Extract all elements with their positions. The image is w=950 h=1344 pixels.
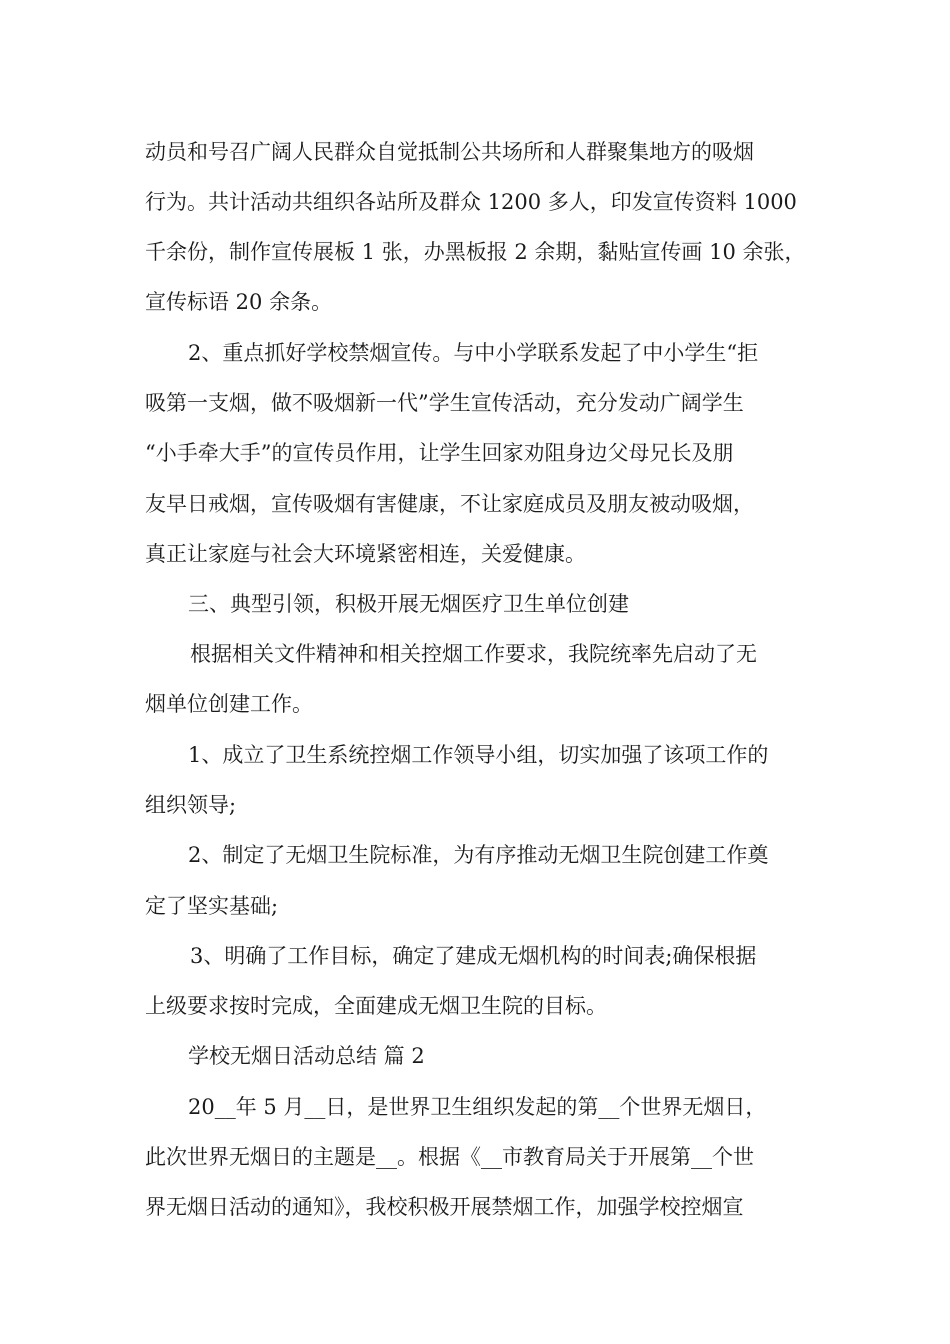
text-line: 2、制定了无烟卫生院标准，为有序推动无烟卫生院创建工作奠: [188, 843, 769, 867]
text-line: 定了坚实基础;: [145, 894, 279, 918]
text-line: 动员和号召广阔人民群众自觉抵制公共场所和人群聚集地方的吸烟: [145, 140, 754, 164]
text-line: 烟单位创建工作。: [145, 692, 313, 716]
text-line: 根据相关文件精神和相关控烟工作要求，我院统率先启动了无: [190, 642, 757, 666]
text-line: 界无烟日活动的通知》，我校积极开展禁烟工作，加强学校控烟宣: [145, 1195, 744, 1219]
article-title: 学校无烟日活动总结 篇 2: [188, 1044, 425, 1068]
text-line: 2、重点抓好学校禁烟宣传。与中小学联系发起了中小学生“拒: [188, 341, 759, 365]
text-line: 宣传标语 20 余条。: [145, 290, 333, 314]
text-line: 行为。共计活动共组织各站所及群众 1200 多人，印发宣传资料 1000: [145, 190, 797, 214]
text-line: 上级要求按时完成，全面建成无烟卫生院的目标。: [145, 994, 607, 1018]
text-line: 千余份，制作宣传展板 1 张，办黑板报 2 余期，黏贴宣传画 10 余张，: [145, 240, 806, 264]
text-line: 20__年 5 月__日，是世界卫生组织发起的第__个世界无烟日，: [188, 1095, 767, 1119]
text-line: 吸第一支烟，做不吸烟新一代”学生宣传活动，充分发动广阔学生: [145, 391, 744, 415]
text-line: 友早日戒烟，宣传吸烟有害健康，不让家庭成员及朋友被动吸烟，: [145, 492, 754, 516]
text-line: “小手牵大手”的宣传员作用，让学生回家劝阻身边父母兄长及朋: [145, 441, 734, 465]
text-line: 组织领导;: [145, 793, 237, 817]
text-line: 3、明确了工作目标，确定了建成无烟机构的时间表;确保根据: [190, 944, 757, 968]
text-line: 1、成立了卫生系统控烟工作领导小组，切实加强了该项工作的: [188, 743, 769, 767]
text-line: 此次世界无烟日的主题是__。根据《__市教育局关于开展第__个世: [145, 1145, 754, 1169]
text-line: 真正让家庭与社会大环境紧密相连，关爱健康。: [145, 542, 586, 566]
section-heading: 三、典型引领，积极开展无烟医疗卫生单位创建: [188, 592, 629, 616]
